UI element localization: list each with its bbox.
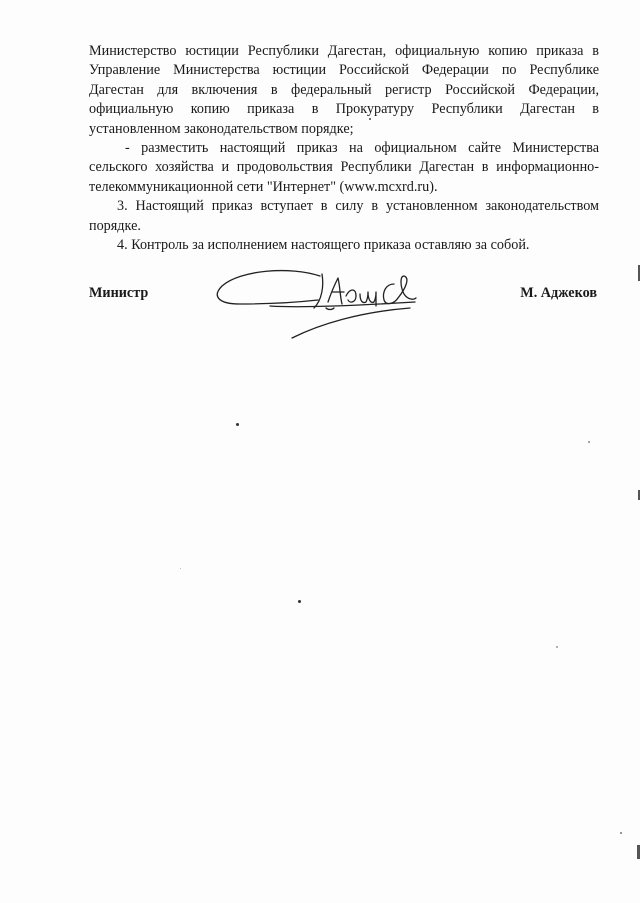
signatory-role: Министр bbox=[89, 285, 149, 301]
text-line: установленном законодательством порядке; bbox=[89, 120, 354, 137]
paragraph-item-4 bbox=[89, 236, 599, 255]
text-line: Управление Министерства юстиции Российской Федерации по Республике bbox=[89, 62, 599, 79]
scan-speck bbox=[369, 118, 371, 120]
scan-speck bbox=[236, 423, 239, 426]
text-line: порядке. bbox=[89, 217, 141, 234]
text-line: Министерство юстиции Республики Дагестан, официальную копию приказа в bbox=[89, 43, 599, 59]
paragraph-registration bbox=[89, 42, 599, 139]
text-line: телекоммуникационной сети "Интернет" (www.mcxrd.ru). bbox=[89, 178, 438, 195]
scan-speck bbox=[298, 600, 301, 603]
scan-speck bbox=[180, 568, 181, 569]
scan-speck bbox=[588, 441, 590, 443]
handwritten-signature bbox=[210, 262, 420, 344]
text-line: официальную копию приказа в Прокуратуру Республики Дагестан в bbox=[89, 101, 599, 118]
text-line: 4. Контроль за исполнением настоящего приказа оставляю за собой. bbox=[117, 237, 530, 254]
text-line: Дагестан для включения в федеральный регистр Российской Федерации, bbox=[89, 81, 599, 98]
document-body bbox=[89, 42, 599, 255]
text-line: сельского хозяйства и продовольствия Республики Дагестан в информационно- bbox=[89, 159, 599, 176]
signatory-name: М. Аджеков bbox=[520, 285, 597, 301]
paragraph-website bbox=[89, 139, 599, 197]
scan-speck bbox=[620, 832, 622, 834]
text-line: 3. Настоящий приказ вступает в силу в установленном законодательством bbox=[117, 198, 599, 215]
paragraph-item-3 bbox=[89, 197, 599, 236]
text-line: - разместить настоящий приказ на официальном сайте Министерства bbox=[125, 140, 599, 157]
scan-speck bbox=[556, 646, 558, 648]
